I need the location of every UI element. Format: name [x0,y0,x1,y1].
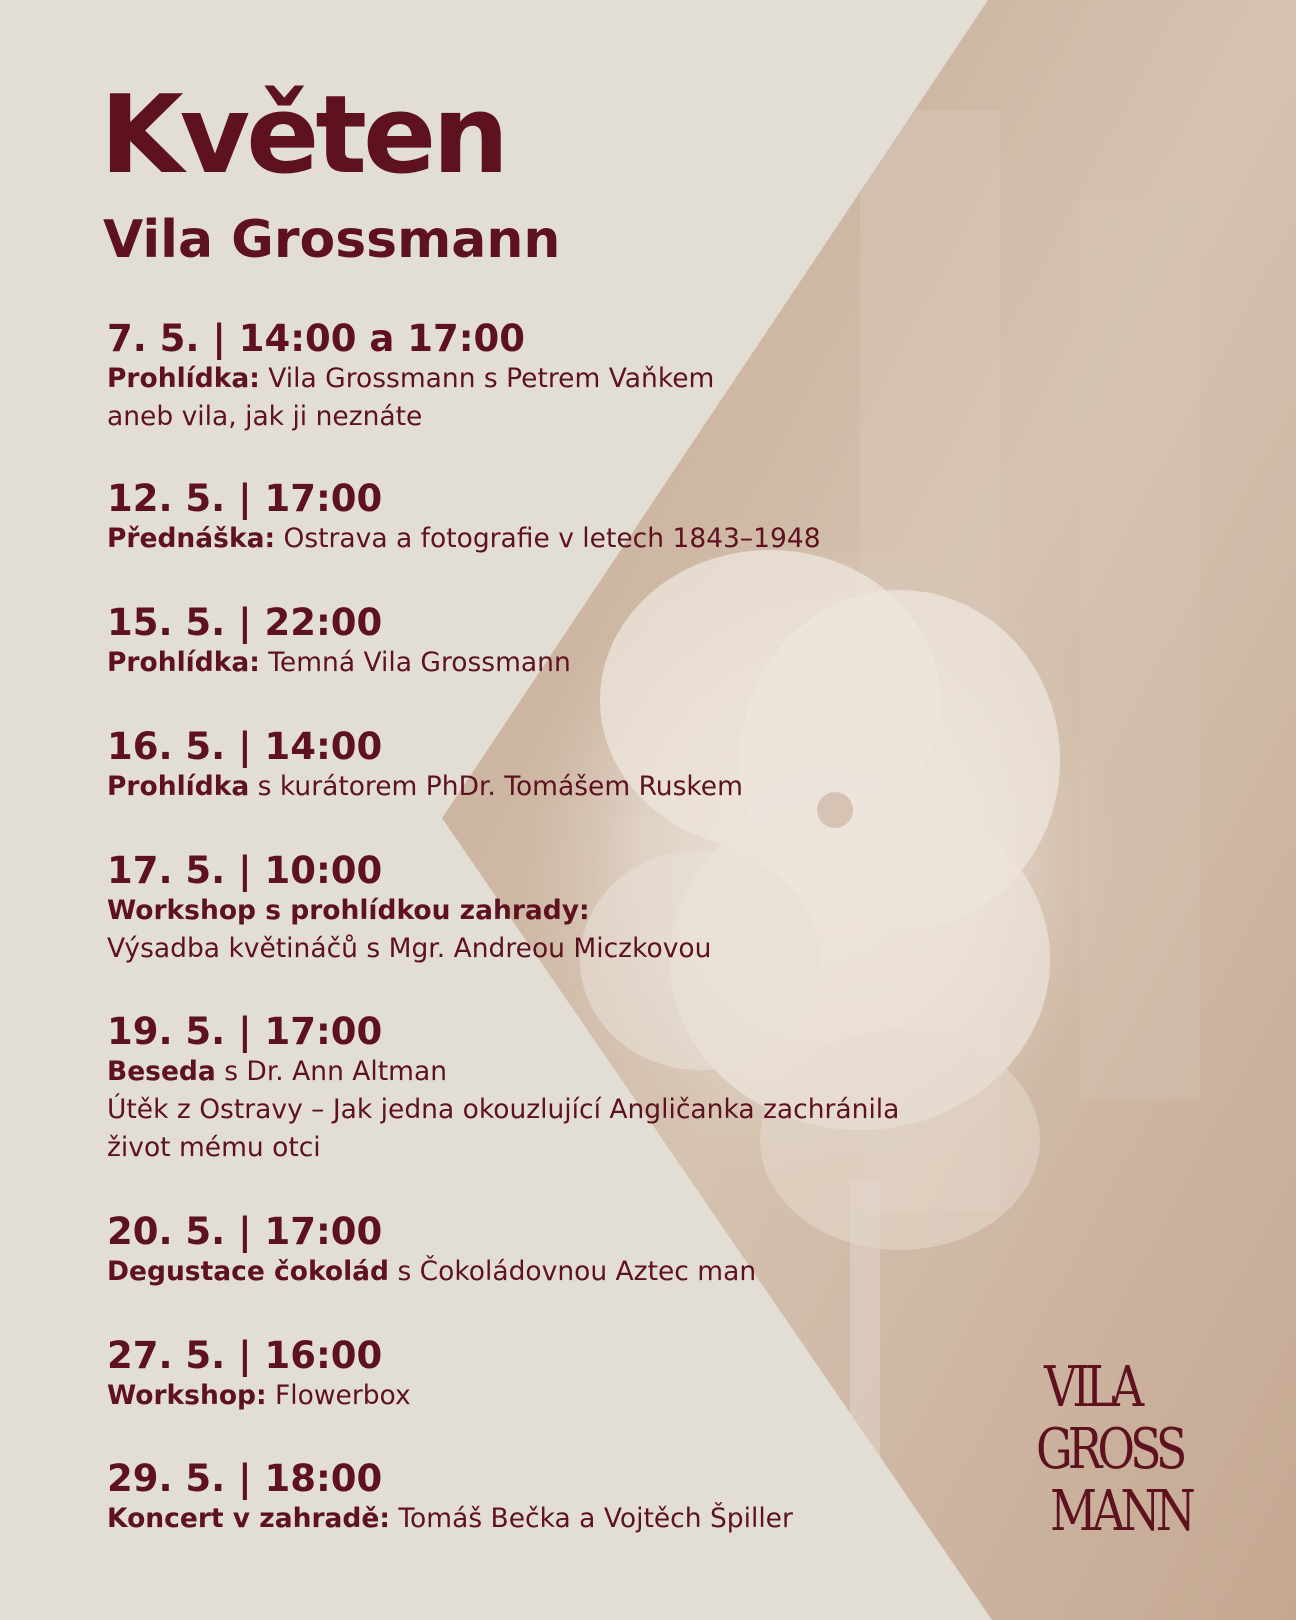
event-date: 20. 5. | 17:00 [107,1210,383,1253]
vila-grossmann-logo [1030,1355,1220,1560]
event-item [107,602,1047,682]
event-text: s Dr. Ann Altman [215,1056,448,1087]
event-date: 27. 5. | 16:00 [107,1334,383,1377]
event-label: Workshop: [107,1380,267,1411]
event-date: 15. 5. | 22:00 [107,601,383,644]
event-description-line [107,892,1047,930]
event-text: Tomáš Bečka a Vojtěch Špiller [389,1503,793,1534]
event-description-line [107,398,1047,436]
event-date: 16. 5. | 14:00 [107,725,383,768]
event-item [107,1458,1047,1538]
event-description-line [107,1500,1047,1538]
event-text: Vila Grossmann s Petrem Vaňkem [259,363,715,394]
logo-line: VILA [1044,1355,1140,1420]
logo-line: MANN [1050,1479,1191,1544]
event-label: Beseda [107,1056,216,1087]
event-date: 7. 5. | 14:00 a 17:00 [107,317,526,360]
event-description-line [107,930,1047,968]
event-description-line [107,768,1047,806]
event-description-line [107,1253,1047,1291]
event-text: Útěk z Ostravy – Jak jedna okouzlující Angličanka zachránila [107,1094,900,1125]
event-label: Degustace čokolád [107,1256,390,1287]
event-item [107,850,1047,968]
event-text: s Čokoládovnou Aztec man [389,1256,757,1287]
event-label: Koncert v zahradě: [107,1503,390,1534]
event-item [107,1335,1047,1415]
event-date: 17. 5. | 10:00 [107,849,383,892]
event-text: život mému otci [107,1132,321,1163]
event-description-line [107,1377,1047,1415]
event-date: 12. 5. | 17:00 [107,477,383,520]
event-item [107,478,1047,558]
event-label: Přednáška: [107,523,276,554]
event-description-line [107,1091,1047,1129]
event-description-line [107,644,1047,682]
event-date: 19. 5. | 17:00 [107,1010,383,1053]
event-description-line [107,1129,1047,1167]
event-label: Workshop s prohlídkou zahrady: [107,895,590,926]
event-item [107,1011,1047,1167]
event-item [107,726,1047,806]
venue-subtitle: Vila Grossmann [103,210,561,270]
event-label: Prohlídka: [107,647,260,678]
event-text: Výsadba květináčů s Mgr. Andreou Miczkovou [107,933,712,964]
event-label: Prohlídka: [107,363,260,394]
logo-line: GROSS [1036,1417,1183,1482]
event-date: 29. 5. | 18:00 [107,1457,383,1500]
event-label: Prohlídka [107,771,250,802]
event-description-line [107,520,1047,558]
month-title: Květen [100,73,506,198]
event-description-line [107,1053,1047,1091]
event-text: Ostrava a fotografie v letech 1843–1948 [275,523,821,554]
event-text: Temná Vila Grossmann [259,647,571,678]
event-item [107,1211,1047,1291]
event-text: Flowerbox [266,1380,411,1411]
event-text: s kurátorem PhDr. Tomášem Ruskem [249,771,743,802]
event-description-line [107,360,1047,398]
event-text: aneb vila, jak ji neznáte [107,401,423,432]
event-item [107,318,1047,436]
